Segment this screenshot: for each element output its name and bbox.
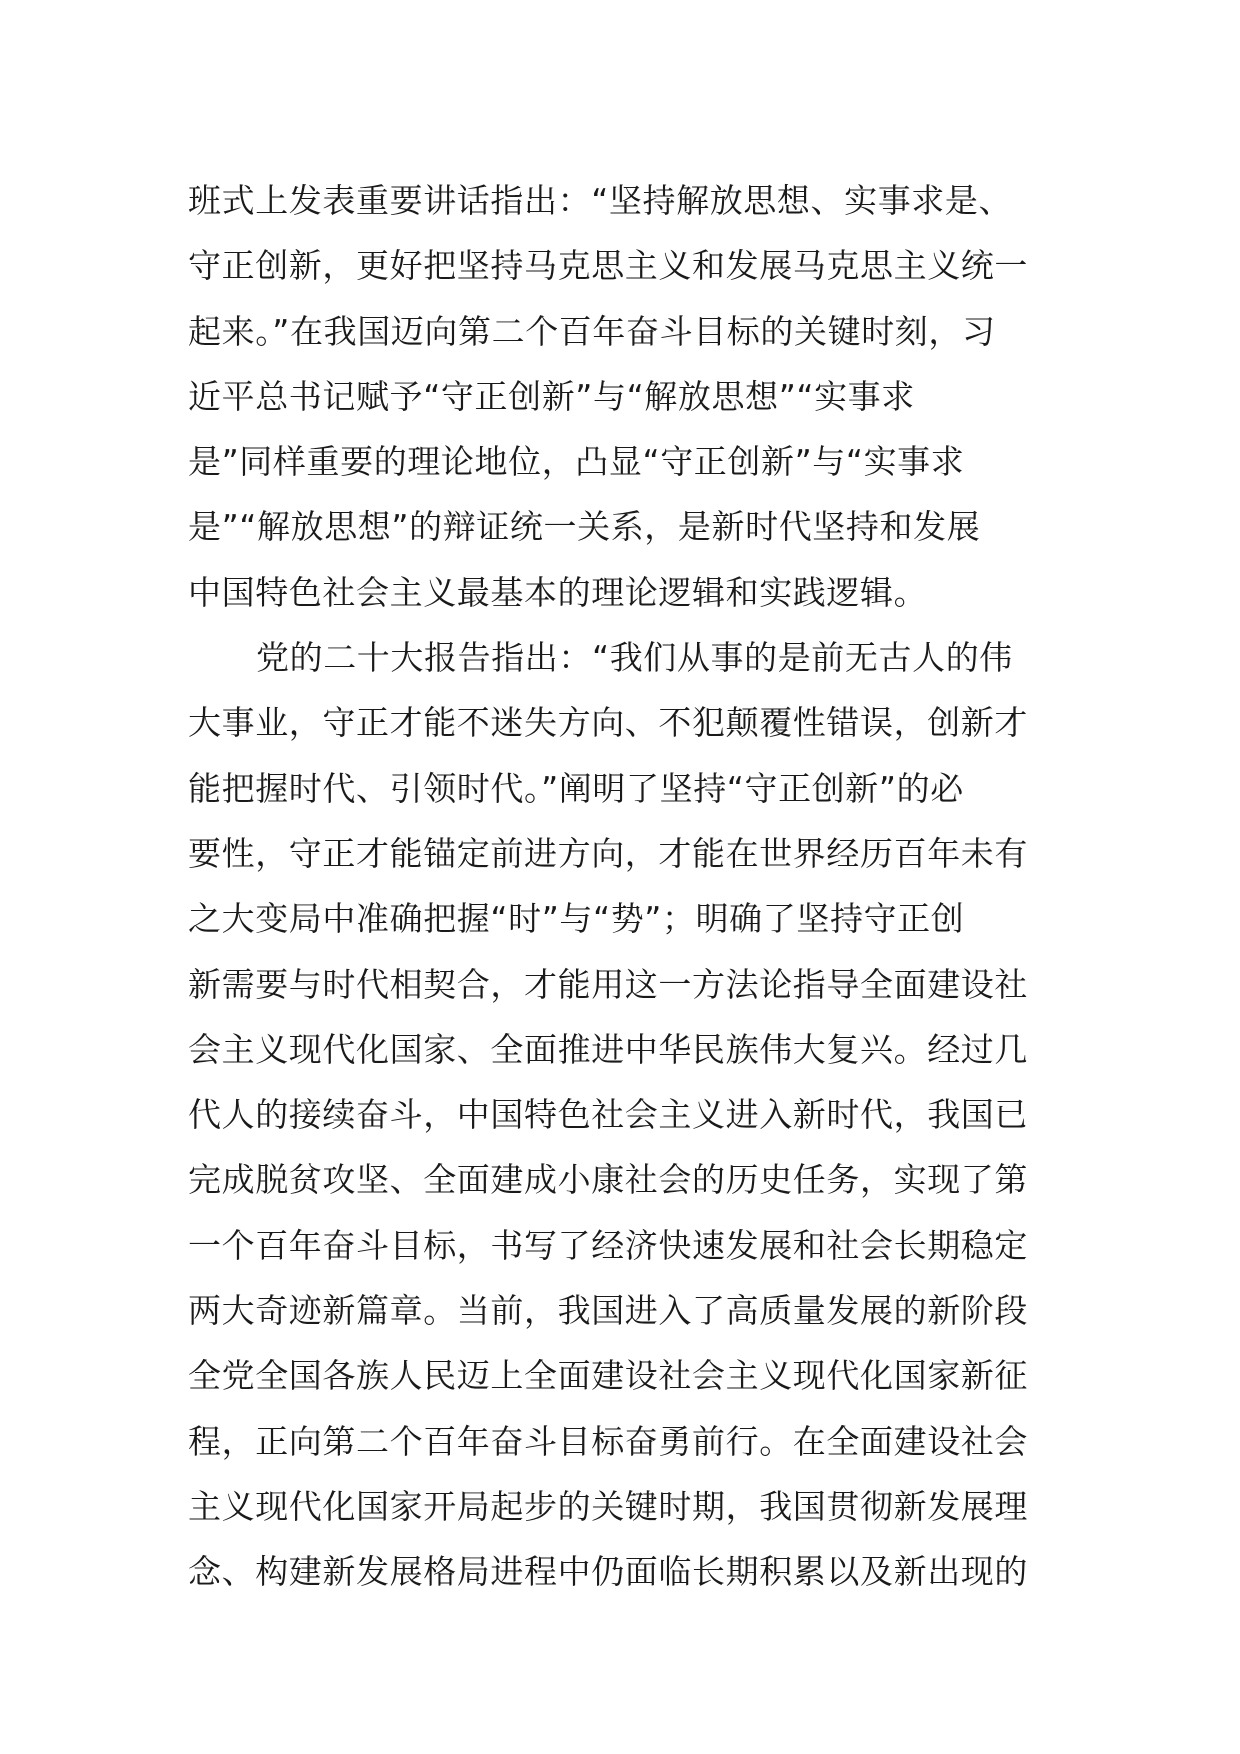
paragraph-2-line: 念、构建新发展格局进程中仍面临长期积累以及新出现的 [188,1552,1028,1592]
paragraph-1-line: 班式上发表重要讲话指出：“坚持解放思想、实事求是、 [188,181,1013,220]
paragraph-2-line: 全党全国各族人民迈上全面建设社会主义现代化国家新征 [188,1356,1028,1396]
paragraph-2-line: 完成脱贫攻坚、全面建成小康社会的历史任务，实现了第 [188,1160,1028,1200]
paragraph-1-line: 起来。”在我国迈向第二个百年奋斗目标的关键时刻，习 [188,311,996,351]
paragraph-2-line: 两大奇迹新篇章。当前，我国进入了高质量发展的新阶段 [188,1291,1028,1331]
paragraph-2-line: 能把握时代、引领时代。”阐明了坚持“守正创新”的必 [188,768,964,808]
paragraph-2-line: 大事业，守正才能不迷失方向、不犯颠覆性错误，创新才 [188,703,1028,743]
paragraph-1-line: 是”同样重要的理论地位，凸显“守正创新”与“实事求 [188,442,965,482]
paragraph-2-line: 之大变局中准确把握“时”与“势”；明确了坚持守正创 [188,899,965,939]
paragraph-1-line: 守正创新，更好把坚持马克思主义和发展马克思主义统一 [188,246,1028,286]
paragraph-2-line: 程，正向第二个百年奋斗目标奋勇前行。在全面建设社会 [188,1421,1028,1461]
paragraph-2-line: 主义现代化国家开局起步的关键时期，我国贯彻新发展理 [188,1486,1028,1526]
paragraph-2-line: 一个百年奋斗目标，书写了经济快速发展和社会长期稳定 [188,1225,1028,1265]
paragraph-2-line: 要性，守正才能锚定前进方向，才能在世界经历百年未有 [188,833,1028,873]
body-text [188,168,1058,1605]
paragraph-1-line: 近平总书记赋予“守正创新”与“解放思想”“实事求 [188,376,915,416]
paragraph-1-line: 中国特色社会主义最基本的理论逻辑和实践逻辑。 [188,572,928,612]
paragraph-2-line: 新需要与时代相契合，才能用这一方法论指导全面建设社 [188,964,1028,1004]
paragraph-2-line: 代人的接续奋斗，中国特色社会主义进入新时代，我国已 [188,1095,1028,1135]
paragraph-2-line: 会主义现代化国家、全面推进中华民族伟大复兴。经过几 [188,1029,1028,1069]
paragraph-2-line: 党的二十大报告指出：“我们从事的是前无古人的伟 [256,638,1013,678]
paragraph-1-line: 是”“解放思想”的辩证统一关系，是新时代坚持和发展 [188,507,981,547]
